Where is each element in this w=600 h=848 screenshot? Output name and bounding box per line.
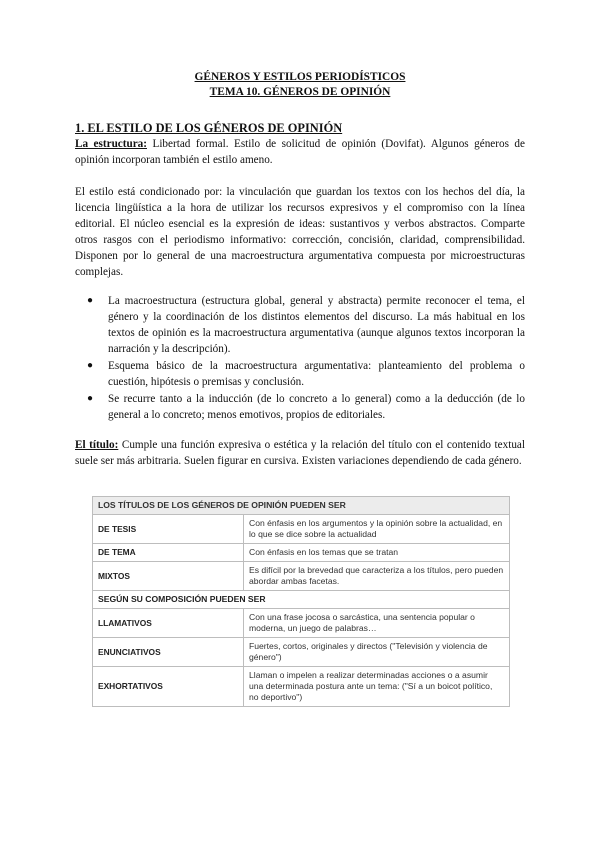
bullet-dot-icon: ● (87, 393, 94, 404)
table-row (93, 609, 510, 638)
row-desc: Con una frase jocosa o sarcástica, una sentencia popular o moderna, un juego de palabras… (244, 609, 510, 638)
estructura-label: La estructura: (75, 138, 147, 150)
row-desc: Con énfasis en los argumentos y la opinión sobre la actualidad, en lo que se dice sobre la actualidad (244, 515, 510, 544)
estructura-paragraph (75, 136, 525, 168)
style-paragraph: El estilo está condicionado por: la vinculación que guardan los textos con los hechos del día, la licencia lingüística a la hora de utilizar los recursos expresivos y el compromiso con la línea editorial. El núcleo esencial es la expresión de ideas: sustantivos y verbos abstractos. Comparte otros rasgos con el periodismo informativo: corrección, concisión, claridad, comprensibilidad. Disponen por lo general de una macroestructura argumentativa compuesta por microestructuras complejas. (75, 186, 525, 278)
list-item (75, 391, 525, 423)
bullet-list (75, 293, 525, 424)
table-header-row (93, 497, 510, 515)
row-key: DE TESIS (93, 515, 244, 544)
table-row (93, 562, 510, 591)
row-desc: Fuertes, cortos, originales y directos ("Televisión y violencia de género") (244, 638, 510, 667)
document-titles (0, 70, 600, 100)
row-key: EXHORTATIVOS (93, 667, 244, 707)
course-title: GÉNEROS Y ESTILOS PERIODÍSTICOS (194, 71, 406, 83)
row-desc: Con énfasis en los temas que se tratan (244, 544, 510, 562)
row-key: ENUNCIATIVOS (93, 638, 244, 667)
row-key: DE TEMA (93, 544, 244, 562)
list-item (75, 293, 525, 357)
table-row (93, 515, 510, 544)
bullet-text: Esquema básico de la macroestructura argumentativa: planteamiento del problema o cuestión, hipótesis o premisas y conclusión. (108, 360, 525, 388)
list-item (75, 358, 525, 390)
bullet-text: La macroestructura (estructura global, general y abstracta) permite reconocer el tema, el género y la coordinación de los distintos elementos del discurso. La más habitual en los textos de opinión es la macroestructura argumentativa (aunque algunos textos incorporan la narración y la descripción). (108, 295, 525, 355)
table-subheader: SEGÚN SU COMPOSICIÓN PUEDEN SER (93, 591, 510, 609)
titulo-label: El título: (75, 439, 119, 451)
titulo-paragraph (75, 437, 525, 469)
table-row (93, 667, 510, 707)
row-key: LLAMATIVOS (93, 609, 244, 638)
bullet-dot-icon: ● (87, 295, 94, 306)
table-subheader-row (93, 591, 510, 609)
title-types-table (92, 496, 510, 707)
table-row (93, 544, 510, 562)
topic-title: TEMA 10. GÉNEROS DE OPINIÓN (209, 86, 391, 98)
table-row (93, 638, 510, 667)
bullet-dot-icon: ● (87, 360, 94, 371)
row-desc: Llaman o impelen a realizar determinadas acciones o a asumir una determinada postura ante un tema: ("Sí a un boicot político, no deportivo") (244, 667, 510, 707)
titulo-text: Cumple una función expresiva o estética y la relación del título con el contenido textual suele ser más arbitraria. Suelen figurar en cursiva. Existen variaciones dependiendo de cada género. (75, 439, 525, 467)
bullet-text: Se recurre tanto a la inducción (de lo concreto a lo general) como a la deducción (de lo general a lo concreto; menos emotivos, propios de editoriales. (108, 393, 525, 421)
table-header: LOS TÍTULOS DE LOS GÉNEROS DE OPINIÓN PUEDEN SER (93, 497, 510, 515)
section-heading: 1. EL ESTILO DE LOS GÉNEROS DE OPINIÓN (75, 121, 343, 135)
estructura-text: Libertad formal. Estilo de solicitud de opinión (Dovifat). Algunos géneros de opinión incorporan también el estilo ameno. (75, 138, 525, 166)
row-key: MIXTOS (93, 562, 244, 591)
row-desc: Es difícil por la brevedad que caracteriza a los títulos, pero pueden abordar ambas facetas. (244, 562, 510, 591)
